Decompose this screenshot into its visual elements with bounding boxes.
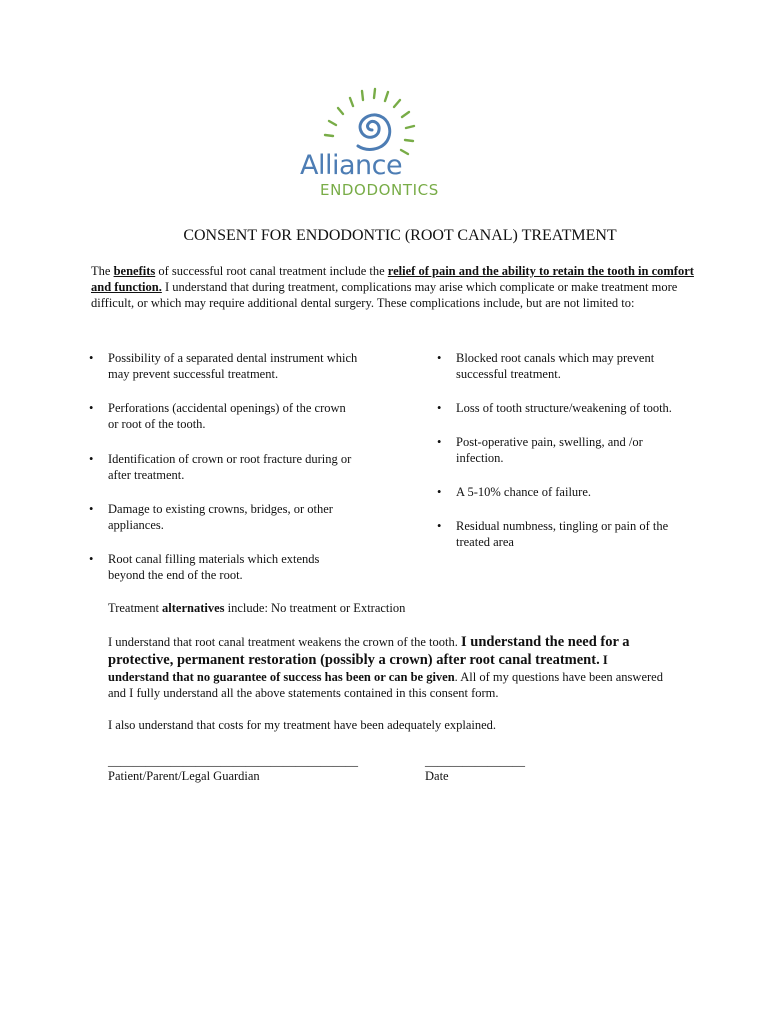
- no-guarantee-emphasis: I understand that no guarantee of success has been or can be given: [108, 653, 608, 684]
- list-item: • Perforations (accidental openings) of the crown or root of the tooth.: [89, 401, 346, 431]
- logo-name: Alliance: [300, 150, 403, 181]
- list-item: • Loss of tooth structure/weakening of tooth.: [437, 401, 672, 415]
- restoration-need-emphasis: I understand the need for a protective, permanent restoration (possibly a crown) after root canal treatment.: [108, 634, 630, 668]
- document-title: CONSENT FOR ENDODONTIC (ROOT CANAL) TREATMENT: [183, 227, 617, 244]
- list-item: • Damage to existing crowns, bridges, or other appliances.: [89, 502, 333, 532]
- list-item: • Root canal filling materials which extends beyond the end of the root.: [89, 552, 320, 582]
- relief-emphasis: relief of pain and the ability to retain the tooth in comfort and function.: [91, 264, 694, 294]
- list-item: • A 5-10% chance of failure.: [437, 485, 592, 499]
- benefits-emphasis: benefits: [113, 264, 156, 278]
- understanding-paragraph: I understand that root canal treatment weakens the crown of the tooth. I understand the need for a protective, permanent restoration (possibly a crown) after root canal treatment. I understand that no guarantee of success has been or can be given. All of my questions have been answered and I fully understand all the above statements contained in this consent form.: [108, 634, 663, 700]
- list-item: • Post-operative pain, swelling, and /or infection.: [437, 435, 643, 465]
- list-item: • Residual numbness, tingling or pain of the treated area: [437, 519, 669, 549]
- date-signature-line: ________________: [425, 754, 525, 768]
- spiral-icon: [358, 115, 390, 149]
- logo-subtitle: ENDODONTICS: [320, 181, 439, 199]
- list-item: • Identification of crown or root fracture during or after treatment.: [89, 452, 352, 482]
- intro-paragraph: The benefits of successful root canal treatment include the relief of pain and the ability to retain the tooth in comfort and function. I understand that during treatment, complications may arise which complicate or make treatment more difficult, or which may require additional dental surgery. These complications include, but are not limited to:: [91, 264, 694, 310]
- date-label: Date: [425, 769, 449, 783]
- costs-paragraph: I also understand that costs for my treatment have been adequately explained.: [108, 718, 497, 732]
- alternatives-paragraph: Treatment alternatives include: No treatment or Extraction: [108, 601, 406, 615]
- list-item: • Possibility of a separated dental instrument which may prevent successful treatment.: [89, 351, 358, 381]
- patient-signature-label: Patient/Parent/Legal Guardian: [108, 769, 260, 783]
- patient-signature-line: ________________________________________: [108, 754, 358, 768]
- list-item: • Blocked root canals which may prevent successful treatment.: [437, 351, 655, 381]
